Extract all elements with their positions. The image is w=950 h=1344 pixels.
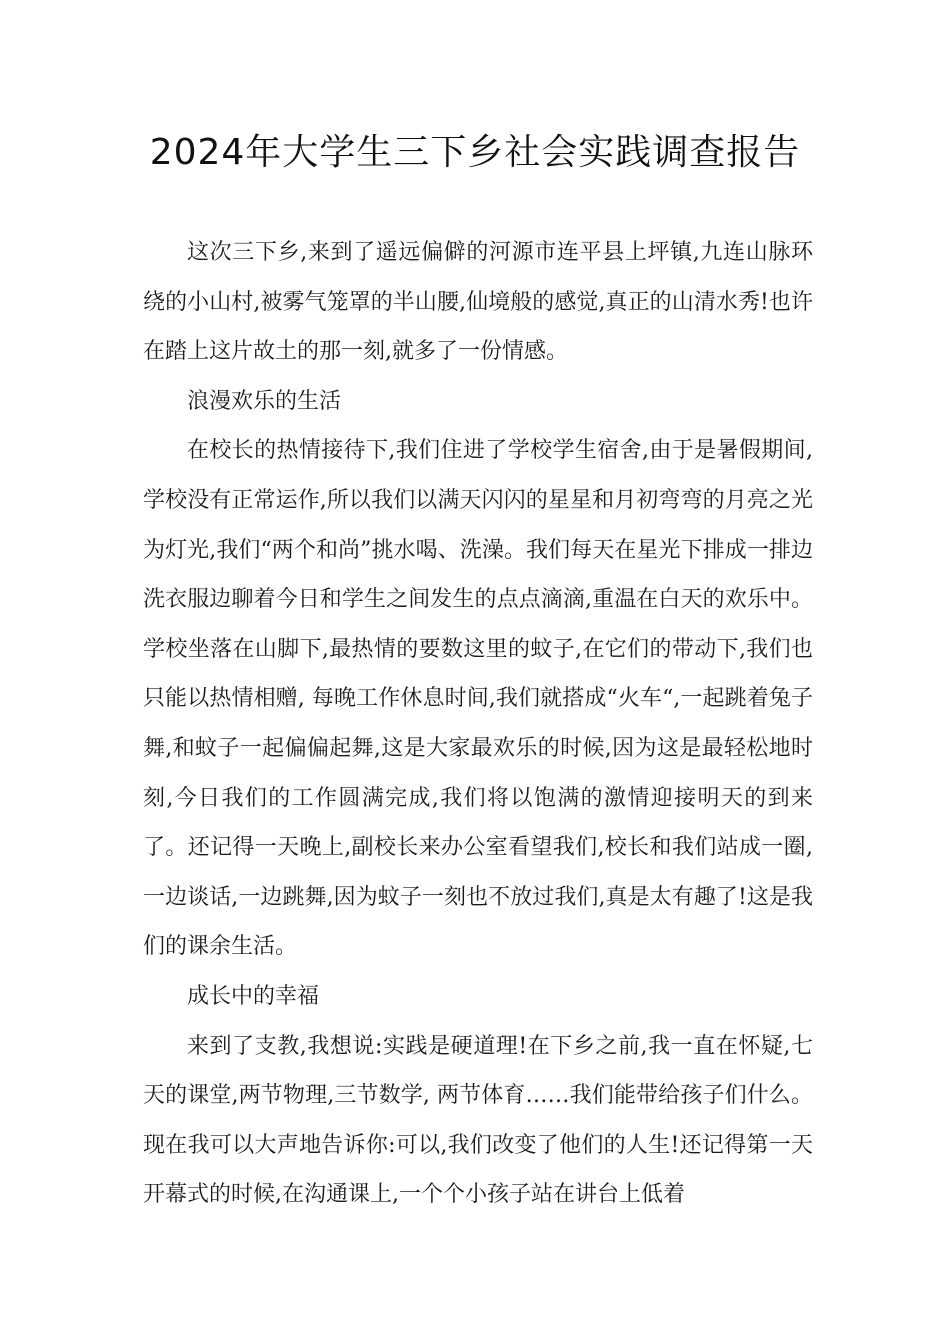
document-title: 2024年大学生三下乡社会实践调查报告 — [149, 132, 801, 173]
paragraph-growth-happiness: 来到了支教,我想说:实践是硬道理!在下乡之前,我一直在怀疑,七天的课堂,两节物理,三节数学, 两节体育……我们能带给孩子们什么。现在我可以大声地告诉你:可以,我们改变了他们的人生!还记得第一天开幕式的时候,在沟通课上,一个个小孩子站在讲台上低着 — [143, 1033, 813, 1208]
section-heading-romantic-life: 浪漫欢乐的生活 — [187, 388, 342, 414]
section-heading-growth-happiness: 成长中的幸福 — [187, 983, 320, 1009]
paragraph-romantic-life: 在校长的热情接待下,我们住进了学校学生宿舍,由于是暑假期间,学校没有正常运作,所以我们以满天闪闪的星星和月初弯弯的月亮之光为灯光,我们“两个和尚”挑水喝、洗澡。我们每天在星光下排成一排边洗衣服边聊着今日和学生之间发生的点点滴滴,重温在白天的欢乐中。学校坐落在山脚下,最热情的要数这里的蚊子,在它们的带动下,我们也只能以热情相赠, 每晚工作休息时间,我们就搭成“火车“,一起跳着兔子舞,和蚊子一起偏偏起舞,这是大家最欢乐的时候,因为这是最轻松地时刻,今日我们的工作圆满完成,我们将以饱满的激情迎接明天的到来了。还记得一天晚上,副校长来办公室看望我们,校长和我们站成一圈,一边谈话,一边跳舞,因为蚊子一刻也不放过我们,真是太有趣了!这是我们的课余生活。 — [143, 438, 813, 960]
document-body — [143, 228, 813, 1220]
paragraph-intro: 这次三下乡,来到了遥远偏僻的河源市连平县上坪镇,九连山脉环绕的小山村,被雾气笼罩的半山腰,仙境般的感觉,真正的山清水秀!也许在踏上这片故土的那一刻,就多了一份情感。 — [143, 240, 813, 365]
